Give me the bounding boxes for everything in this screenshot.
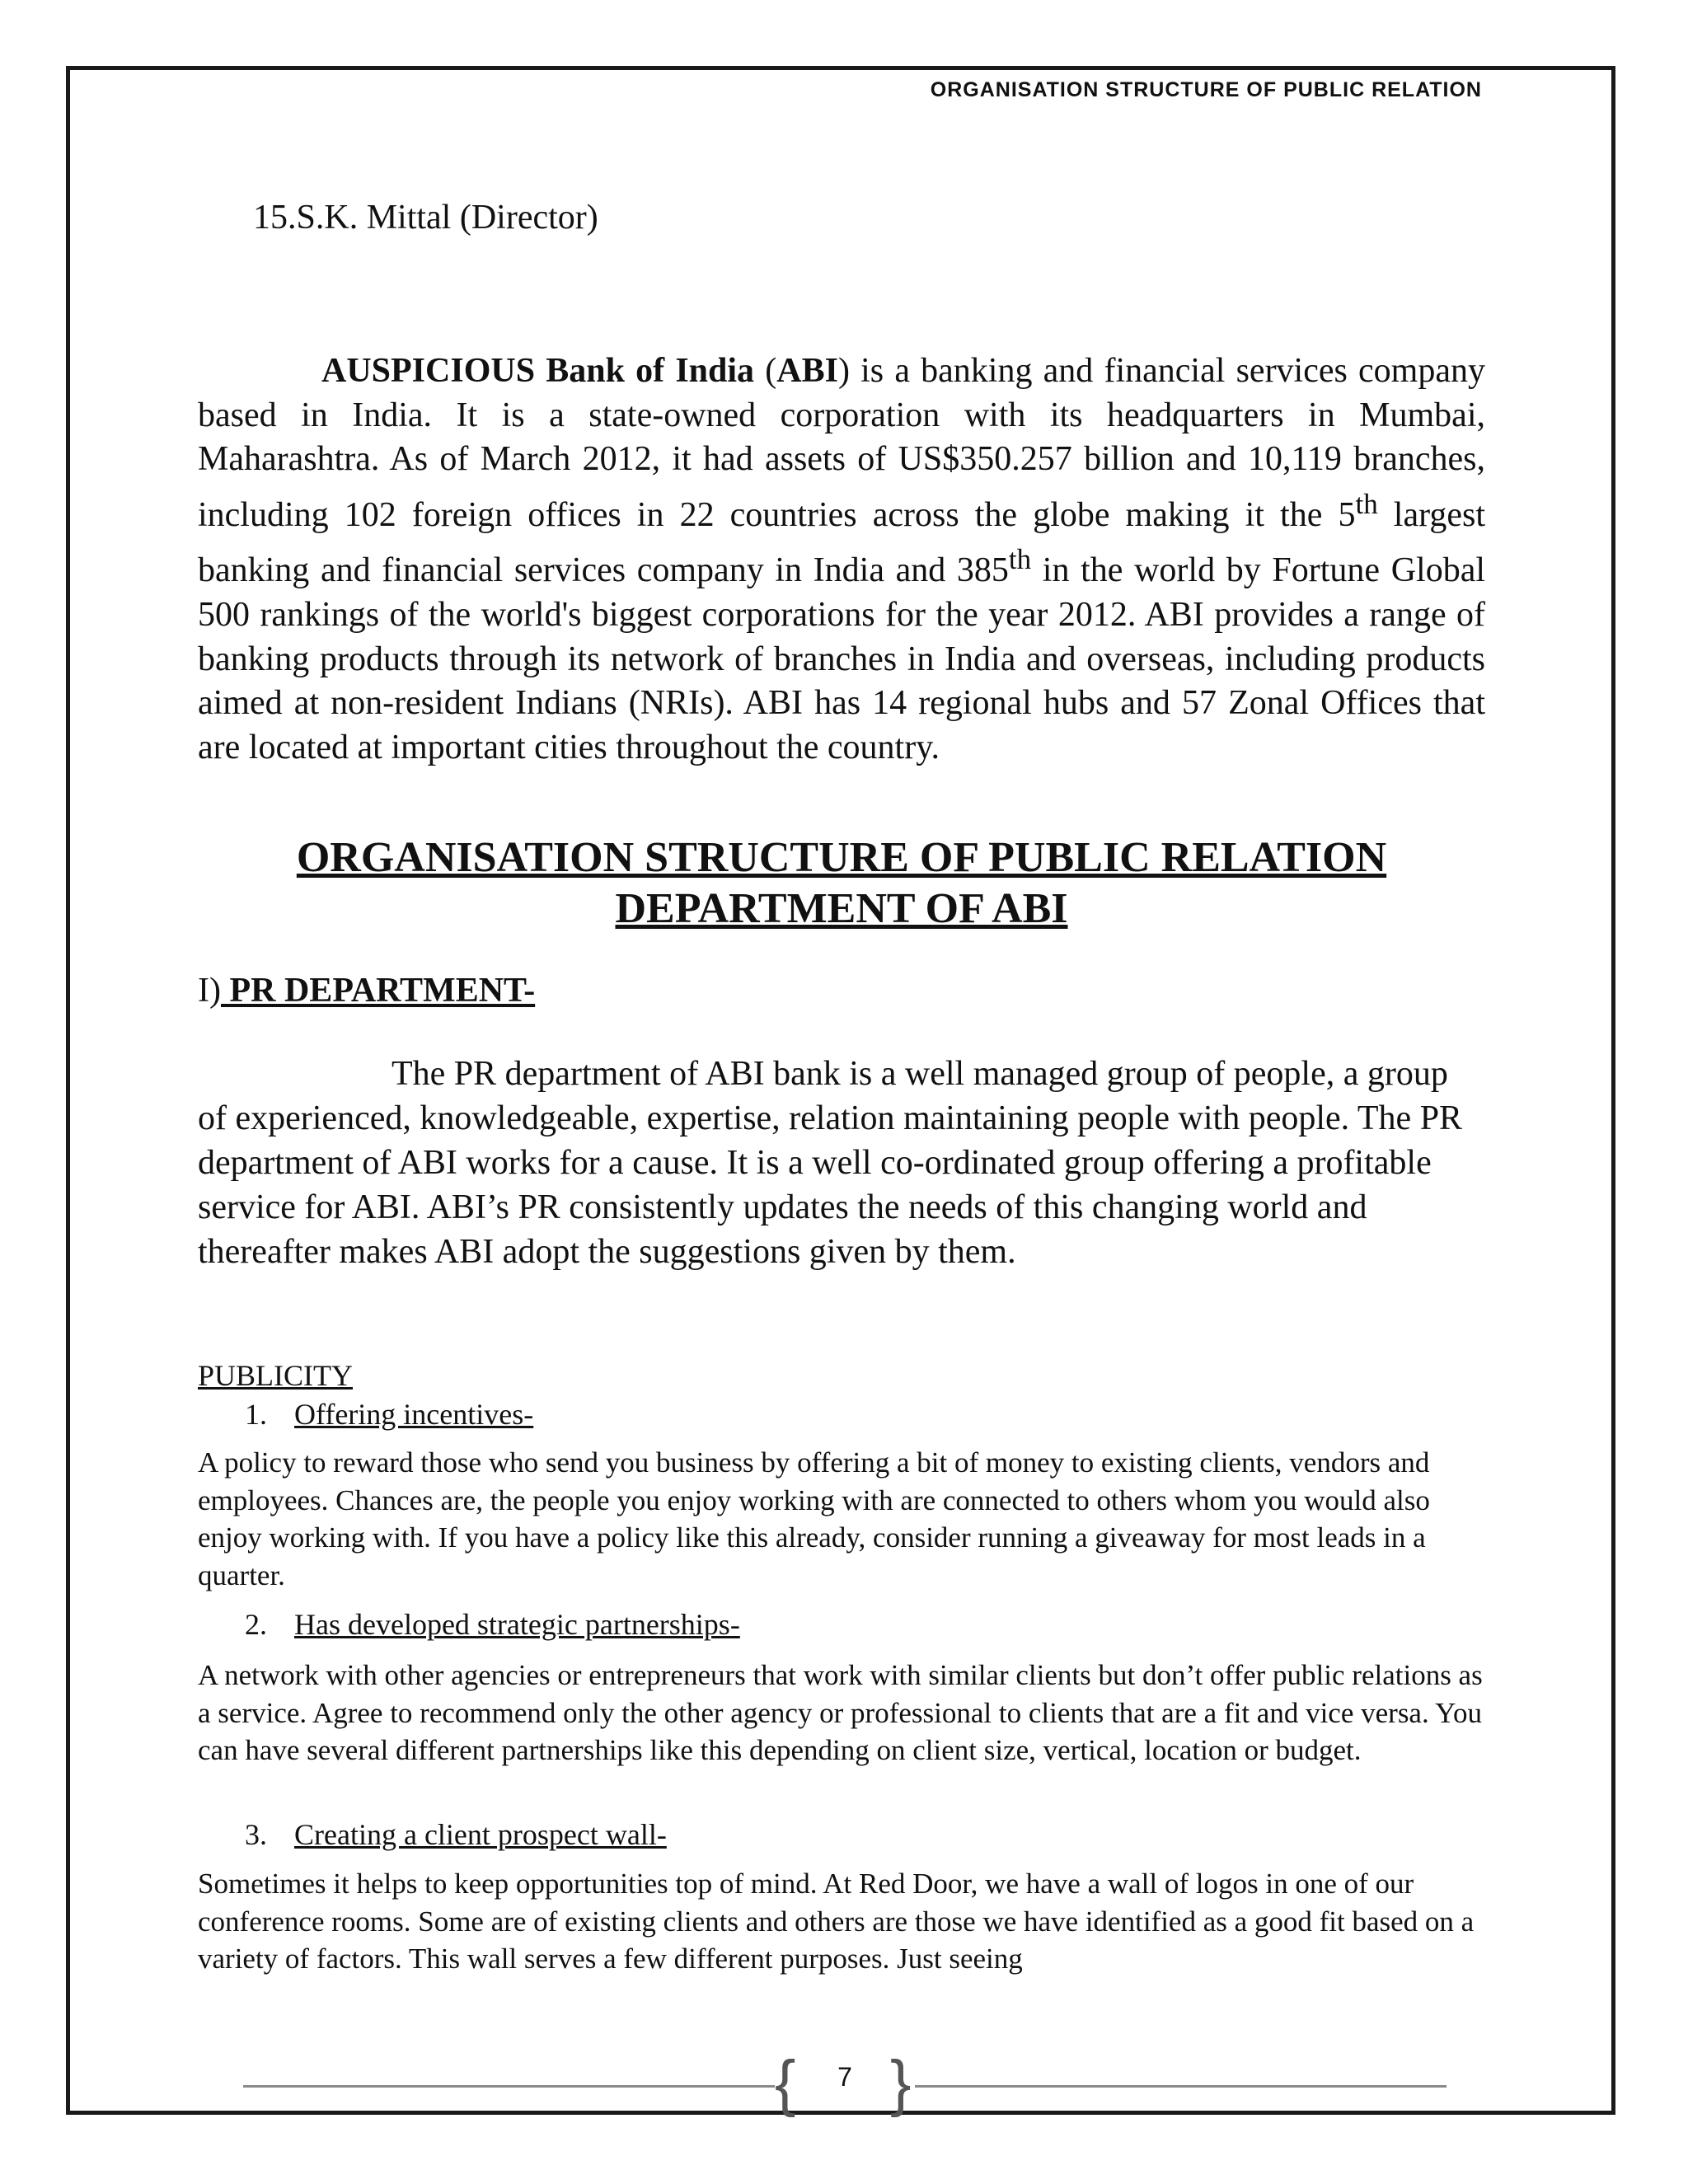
- item-paragraph: A policy to reward those who send you business by offering a bit of money to existing clients, vendors and employees. Chances are, the people you enjoy working with are connected to others whom you would also enjoy working with. If you have a policy like this already, consider running a giveaway for most leads in a quarter.: [198, 1446, 1430, 1592]
- running-header: ORGANISATION STRUCTURE OF PUBLIC RELATION: [930, 78, 1482, 101]
- list-item: [245, 1397, 533, 1432]
- list-item: [245, 1607, 740, 1642]
- publicity-heading: PUBLICITY: [198, 1359, 353, 1392]
- page-number: 7: [837, 2062, 852, 2092]
- title-line-2: DEPARTMENT OF ABI: [615, 885, 1068, 932]
- abbr-open: (: [754, 352, 777, 390]
- intro-text-2: largest banking and financial services company in India and 385: [198, 495, 1485, 590]
- section-title: PR DEPARTMENT-: [220, 972, 536, 1010]
- item-label: Creating a client prospect wall-: [294, 1818, 667, 1851]
- superscript-th-2: th: [1008, 543, 1032, 576]
- title-line-1: ORGANISATION STRUCTURE OF PUBLIC RELATION: [296, 834, 1387, 881]
- section-prefix: I): [198, 972, 221, 1010]
- section-heading: [198, 971, 535, 1010]
- item-number: 1.: [245, 1398, 267, 1431]
- pr-department-paragraph: [198, 1052, 1484, 1274]
- item-paragraph: A network with other agencies or entrepreneurs that work with similar clients but don’t offer public relations as a service. Agree to recommend only the other agency or professional to clients that are a fit and vice versa. You can have several different partnerships like this depending on client size, vertical, location or budget.: [198, 1659, 1483, 1767]
- footer-rule-left: [243, 2085, 775, 2088]
- intro-text-1: ) is a banking and financial services company based in India. It is a state-owned corporation with its headquarters in Mumbai, Maharashtra. As of March 2012, it had assets of US$350.257 billion and 10,119 branches, including 102 foreign offices in 22 countries across the globe making it the 5: [198, 352, 1485, 534]
- item-label: Has developed strategic partnerships-: [294, 1608, 740, 1641]
- right-brace-icon: }: [890, 2048, 912, 2118]
- item-number: 3.: [245, 1818, 267, 1851]
- item-label: Offering incentives-: [294, 1398, 534, 1431]
- list-item: [245, 1817, 667, 1852]
- superscript-th-1: th: [1355, 487, 1378, 520]
- footer-rule-right: [915, 2085, 1447, 2088]
- bank-name: AUSPICIOUS Bank of India: [321, 352, 755, 390]
- left-brace-icon: {: [775, 2048, 796, 2118]
- bank-abbr: ABI: [776, 352, 838, 390]
- pr-text: The PR department of ABI bank is a well managed group of people, a group of experienced, knowledgeable, expertise, relation maintaining people with people. The PR department of ABI works for a cause. It is a well co-ordinated group offering a profitable service for ABI. ABI’s PR consistently updates the needs of this changing world and thereafter makes ABI adopt the suggestions given by them.: [198, 1055, 1463, 1271]
- page-title: [198, 832, 1485, 935]
- list-item-director: 15.S.K. Mittal (Director): [253, 199, 598, 237]
- intro-text-3: in the world by Fortune Global 500 rankings of the world's biggest corporations for the year 2012. ABI provides a range of banking products through its network of branches in India and overseas, including products aimed at non-resident Indians (NRIs). ABI has 14 regional hubs and 57 Zonal Offices that are located at important cities throughout the country.: [198, 551, 1485, 766]
- item-number: 2.: [245, 1608, 267, 1641]
- item-paragraph: Sometimes it helps to keep opportunities top of mind. At Red Door, we have a wall of logos in one of our conference rooms. Some are of existing clients and others are those we have identified as a good fit based on a variety of factors. This wall serves a few different purposes. Just seeing: [198, 1868, 1475, 1975]
- intro-paragraph: [198, 349, 1485, 770]
